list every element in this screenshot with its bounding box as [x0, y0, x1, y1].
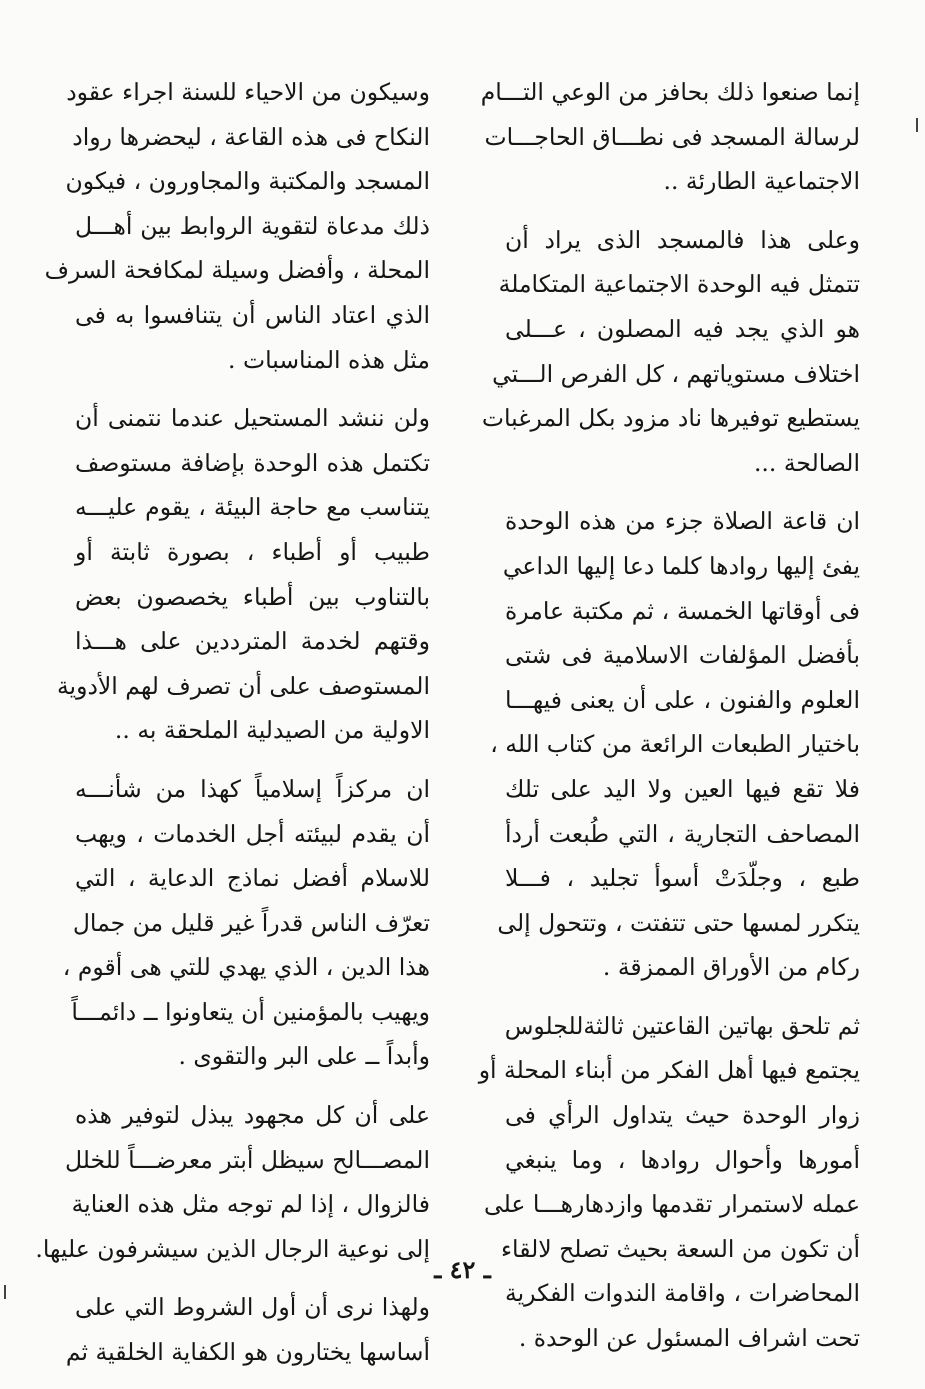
paragraph [490, 499, 860, 990]
text-line: بالتناوب بين أطباء يخصصون بعض [75, 582, 430, 611]
text-line: يفئ إليها روادها كلما دعا إليها الداعي [502, 551, 860, 580]
text-line: أن تكون من السعة بحيث تصلح لالقاء [501, 1234, 860, 1263]
text-line: يستطيع توفيرها ناد مزود بكل المرغبات [481, 404, 860, 433]
text-line: على أن كل مجهود يبذل لتوفير هذه [75, 1101, 430, 1130]
text-line: زوار الوحدة حيث يتداول الرأي فى [505, 1101, 860, 1130]
text-line: الاولية من الصيدلية الملحقة به .. [114, 716, 430, 745]
text-line: تحت اشراف المسئول عن الوحدة . [518, 1324, 860, 1353]
text-line: فالزوال ، إذا لم توجه مثل هذه العناية [71, 1190, 430, 1219]
paragraph [65, 1285, 430, 1374]
text-line: ان قاعة الصلاة جزء من هذه الوحدة [505, 507, 860, 536]
text-line: ان مركزاً إسلامياً كهذا من شأنـــه [75, 774, 430, 803]
text-line: للاسلام أفضل نماذج الدعاية ، التي [75, 864, 430, 893]
text-line: أمورها وأحوال روادها ، وما ينبغي [505, 1145, 860, 1174]
text-line: هذا الدين ، الذي يهدي للتي هى أقوم ، [62, 953, 430, 982]
paragraph [478, 1004, 860, 1361]
paragraph [481, 218, 860, 486]
text-line: النكاح فى هذه القاعة ، ليحضرها رواد [72, 122, 430, 151]
text-line: وعلى هذا فالمسجد الذى يراد أن [505, 225, 860, 254]
text-line: المصـــالح سيظل أبتر معرضـــاً للخلل [64, 1145, 430, 1174]
text-line: العلوم والفنون ، على أن يعنى فيهـــا [505, 685, 860, 714]
right-column [478, 70, 860, 1375]
text-line: ولهذا نرى أن أول الشروط التي على [75, 1293, 430, 1322]
text-line: يتكرر لمسها حتى تتفتت ، وتتحول إلى [497, 908, 860, 937]
text-line: المسجد والمكتبة والمجاورون ، فيكون [65, 167, 430, 196]
text-line: المصاحف التجارية ، التي طُبعت أردأ [505, 819, 860, 848]
text-line: ويهيب بالمؤمنين أن يتعاونوا ــ دائمـــاً [71, 997, 430, 1026]
text-line: بأفضل المؤلفات الاسلامية فى شتى [505, 641, 860, 670]
text-line: تعرّف الناس قدراً غير قليل من جمال [72, 908, 430, 937]
text-line: باختيار الطبعات الرائعة من كتاب الله ، [490, 730, 860, 759]
text-line: اختلاف مستوياتهم ، كل الفرص الـــتي [492, 359, 860, 388]
text-line: المحلة ، وأفضل وسيلة لمكافحة السرف [44, 256, 430, 285]
text-line: طبع ، وجلّدَتْ أسوأ تجليد ، فـــلا [505, 864, 860, 893]
text-line: عمله لاستمرار تقدمها وازدهارهـــا على [483, 1190, 860, 1219]
text-line: أن يقدم لبيئته أجل الخدمات ، ويهب [75, 819, 430, 848]
text-line: المحاضرات ، واقامة الندوات الفكرية [505, 1279, 860, 1308]
text-line: فى أوقاتها الخمسة ، ثم مكتبة عامرة [505, 596, 860, 625]
text-line: هو الذي يجد فيه المصلون ، عـــلى [505, 314, 860, 343]
paragraph [35, 1093, 430, 1271]
text-line: الذي اعتاد الناس أن يتنافسوا به فى [75, 300, 430, 329]
text-line: وقتهم لخدمة المترددين على هـــذا [75, 627, 430, 656]
text-line: وسيكون من الاحياء للسنة اجراء عقود [66, 78, 430, 106]
paragraph [56, 396, 430, 753]
text-line: فلا تقع فيها العين ولا اليد على تلك [505, 774, 860, 803]
page-number: ـ ٤٢ ـ [434, 1255, 491, 1284]
paragraph [44, 70, 430, 382]
text-line: المستوصف على أن تصرف لهم الأدوية [56, 671, 430, 700]
margin-mark [4, 1285, 6, 1299]
text-line: وأبداً ــ على البر والتقوى . [178, 1042, 430, 1071]
text-line: الاجتماعية الطارئة .. [663, 167, 860, 196]
text-line: يتناسب مع حاجة البيئة ، يقوم عليـــه [75, 493, 430, 522]
text-line: يجتمع فيها أهل الفكر من أبناء المحلة أو [478, 1056, 860, 1085]
text-line: الصالحة ... [753, 448, 860, 477]
margin-mark [916, 118, 918, 132]
left-column [35, 70, 430, 1389]
text-line: لرسالة المسجد فى نطـــاق الحاجـــات [484, 122, 860, 151]
text-line: ركام من الأوراق الممزقة . [602, 953, 860, 982]
text-line: طبيب أو أطباء ، بصورة ثابتة أو [75, 537, 430, 566]
text-line: ثم تلحق بهاتين القاعتين ثالثةللجلوس [504, 1011, 860, 1040]
text-line: ذلك مدعاة لتقوية الروابط بين أهـــل [75, 211, 430, 240]
text-line: مثل هذه المناسبات . [228, 345, 430, 374]
text-line: إلى نوعية الرجال الذين سيشرفون عليها. [35, 1234, 430, 1263]
paragraph [480, 70, 860, 204]
text-line: ولن ننشد المستحيل عندما نتمنى أن [75, 404, 430, 433]
text-line: تتمثل فيه الوحدة الاجتماعية المتكاملة [498, 270, 860, 299]
paragraph [62, 767, 430, 1079]
text-line: تكتمل هذه الوحدة بإضافة مستوصف [75, 448, 430, 477]
text-line: أساسها يختارون هو الكفاية الخلقية ثم [65, 1338, 430, 1367]
text-line: إنما صنعوا ذلك بحافز من الوعي التـــام [480, 78, 860, 106]
